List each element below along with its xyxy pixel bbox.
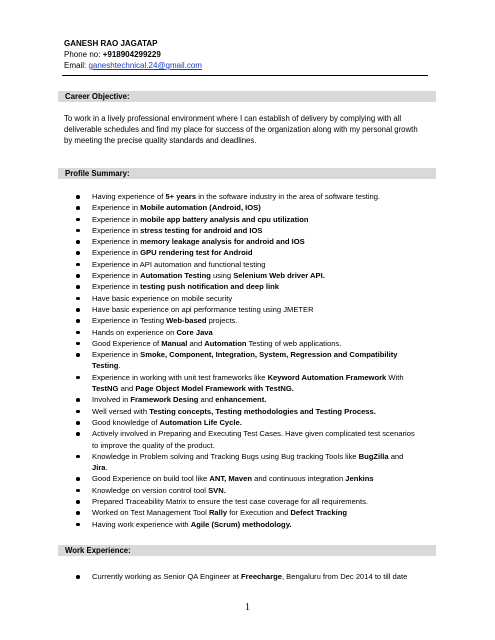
text: using [210, 271, 234, 281]
text: and [187, 338, 205, 348]
list-item [75, 202, 421, 213]
bold-text: Testing concepts, Testing methodologies and Testing Process. [149, 406, 376, 416]
work-experience-heading: Work Experience: [58, 545, 436, 556]
text: Good knowledge of [92, 417, 160, 427]
list-item [75, 259, 421, 270]
text: Experience in [92, 248, 141, 258]
list-item [75, 304, 421, 315]
text: Currently working as Senior QA Engineer at [92, 572, 241, 581]
text: Having experience of [92, 192, 166, 201]
bold-text: Web-based [166, 316, 207, 326]
list-item [75, 519, 421, 530]
text: . [105, 463, 108, 473]
list-item [75, 428, 421, 451]
text: projects. [206, 316, 238, 326]
list-item [75, 451, 421, 474]
text: Experience in [92, 282, 141, 292]
career-objective-text: To work in a lively professional environment where I can establish of delivery by complying with all deliverable schedules and find my place for success of the organization along with my personal growth by meeting the precise quality standards and deadlines. [64, 114, 418, 145]
list-item [75, 315, 421, 326]
list-item [75, 281, 421, 292]
bold-text: Framework Desing [130, 395, 199, 405]
text: , Bengaluru from Dec 2014 to till date [281, 572, 408, 581]
bold-text: Smoke, Component, Integration, System, Regression and Compatibility Testing [92, 350, 398, 371]
list-item [75, 338, 421, 349]
text: and [198, 395, 216, 405]
text: . [118, 361, 121, 371]
profile-summary-list [75, 191, 421, 530]
list-item [75, 293, 421, 304]
bold-text: Selenium Web driver API. [233, 271, 325, 281]
bold-text: Core Java [176, 327, 213, 337]
text: Knowledge in Problem solving and Tracking Bugs using Bug tracking Tools like [92, 451, 359, 461]
text: Experience in [92, 214, 141, 224]
list-item [75, 473, 421, 484]
contact-header [64, 38, 202, 71]
list-item [75, 485, 421, 496]
list-item [75, 507, 421, 518]
text: and continuous integration [251, 474, 346, 484]
text: in the software industry in the area of software testing. [196, 192, 381, 201]
bold-text: Mobile automation (Android, IOS) [140, 203, 261, 213]
text: Experience in API automation and functional testing [92, 259, 266, 269]
page-number: 1 [245, 602, 250, 613]
bold-text: Agile (Scrum) methodology. [190, 519, 292, 529]
header-divider [62, 75, 428, 76]
list-item [75, 406, 421, 417]
list-item [75, 372, 421, 395]
phone-line [64, 49, 202, 60]
text: and [118, 384, 136, 394]
bold-text: Page Object Model Framework with TestNG. [135, 384, 294, 394]
profile-summary-heading: Profile Summary: [58, 168, 436, 179]
email-link[interactable]: ganeshtechnical.24@gmail.com [88, 61, 202, 70]
list-item [75, 225, 421, 236]
bold-text: Rally [208, 508, 228, 518]
bold-text: Manual [161, 338, 188, 348]
text: Having work experience with [92, 519, 191, 529]
list-item [75, 236, 421, 247]
text: and [388, 451, 404, 461]
list-item [75, 327, 421, 338]
text: Well versed with [92, 406, 150, 416]
phone-number: +918904299229 [102, 50, 161, 59]
text: Experience in Testing [92, 316, 167, 326]
list-item [75, 191, 421, 202]
bold-text: Defect Tracking [290, 508, 347, 518]
career-objective-heading: Career Objective: [58, 91, 436, 102]
work-experience-list [75, 571, 435, 582]
text: Good Experience on build tool like [92, 474, 210, 484]
text: for Execution and [227, 508, 291, 518]
text: Prepared Traceability Matrix to ensure the test case coverage for all requirements. [92, 497, 369, 507]
bold-text: memory leakage analysis for android and IOS [140, 237, 305, 247]
bold-text: GPU rendering test for Android [140, 248, 253, 258]
text: Hands on experience on [92, 327, 177, 337]
text: Experience in [92, 271, 141, 281]
text: Experience in [92, 237, 141, 247]
bold-text: Automation Life Cycle. [159, 417, 242, 427]
list-item [75, 417, 421, 428]
candidate-name: GANESH RAO JAGATAP [64, 39, 158, 48]
text: With [386, 372, 404, 382]
text: Worked on Test Management Tool [92, 508, 209, 518]
bold-text: 5+ years [165, 192, 197, 201]
list-item [75, 394, 421, 405]
text: Have basic experience on mobile security [92, 293, 233, 303]
text: Involved in [92, 395, 131, 405]
bold-text: Jira [92, 463, 106, 473]
text: Actively involved in Preparing and Executing Test Cases. Have given complicated test scenarios to improve the quality of the product. [92, 429, 415, 450]
bold-text: Keyword Automation Framework [267, 372, 387, 382]
text: Testing of web applications. [246, 338, 342, 348]
text: Experience in [92, 350, 141, 360]
email-label: Email: [64, 61, 89, 70]
bold-text: mobile app battery analysis and cpu utilization [140, 214, 309, 224]
bold-text: Automation Testing [140, 271, 211, 281]
bold-text: testing push notification and deep link [140, 282, 279, 292]
list-item [75, 214, 421, 225]
list-item [75, 247, 421, 258]
bold-text: stress testing for android and IOS [140, 225, 263, 235]
email-line [64, 60, 202, 71]
text: Experience in working with unit test frameworks like [92, 372, 268, 382]
bold-text: Automation [204, 338, 247, 348]
text: Good Experience of [92, 338, 162, 348]
list-item [75, 571, 435, 582]
bold-text: Freecharge [241, 572, 282, 581]
text: Knowledge on version control tool [92, 485, 209, 495]
list-item [75, 270, 421, 281]
bold-text: BugZilla [358, 451, 389, 461]
bold-text: SVN. [208, 485, 226, 495]
phone-label: Phone no: [64, 50, 103, 59]
list-item [75, 349, 421, 372]
bold-text: enhancement. [215, 395, 267, 405]
bold-text: TestNG [92, 384, 119, 394]
text: Experience in [92, 225, 141, 235]
text: Experience in [92, 203, 141, 213]
list-item [75, 496, 421, 507]
text: Have basic experience on api performance testing using JMETER [92, 304, 314, 314]
bold-text: ANT, Maven [209, 474, 252, 484]
bold-text: Jenkins [345, 474, 374, 484]
